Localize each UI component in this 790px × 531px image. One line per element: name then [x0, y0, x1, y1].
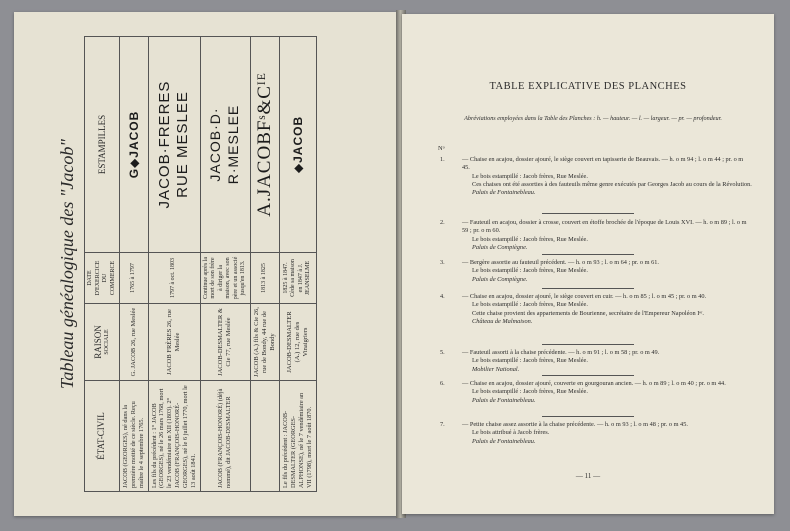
- etat-cell: JACOB (FRANÇOIS-HONORÉ) (déjà nommé), dit JACOB-DESMALTER: [200, 381, 250, 492]
- table-row: [280, 37, 316, 492]
- divider: [542, 288, 634, 289]
- table-row: [148, 37, 200, 492]
- stamp-text: R·MESLEE: [225, 104, 242, 185]
- list-item: [440, 421, 752, 446]
- header-dates-label: DATE D'EXERCICE DU COMMERCE: [87, 260, 116, 296]
- raison-cell: JACOB-DESMALTER & Cie 77, rue Meslée: [200, 304, 250, 381]
- entry-note: Cette chaise provient des appartements de Bourienne, secrétaire de l'Empereur Napoléon Iᵉʳ.: [472, 309, 704, 317]
- entry-note: Le bois attribué à Jacob frères.: [472, 429, 550, 437]
- raison-cell: JACOB-DESMALTER (A.) 12, rue des Vinaigriers: [280, 304, 316, 381]
- table-row: [200, 37, 250, 492]
- raison-cell: JACOB (A.) fils & Cie 26, rue de Bondy, 44 rue de Bondy: [250, 304, 279, 381]
- entry-number: 1.: [440, 156, 445, 163]
- entry-note: Le bois estampillé : Jacob frères, Rue Meslée.: [472, 301, 588, 309]
- divider: [542, 375, 634, 376]
- header-raison-sociale: [85, 304, 120, 381]
- etat-cell: Les fils du précédent : 1° JACOB (GEORGES), né le 26 mars 1768, mort le 23 vendémiaire an XII (1803). 2° JACOB (FRANÇOIS-HONORÉ-GEORGES), né le 6 juillet 1770, mort le 13 août 1841.: [148, 381, 200, 492]
- divider: [542, 254, 634, 255]
- divider: [542, 416, 634, 417]
- entry-note: Le bois estampillé : Jacob frères, Rue Meslée.: [472, 388, 588, 396]
- entry-location: Palais de Fontainebleau.: [472, 189, 536, 197]
- header-dates: [85, 253, 120, 304]
- entry-location: Palais de Compiègne.: [472, 243, 528, 251]
- etat-cell: Le fils du précédent : JACOB-DESMALTER (GEORGES-ALPHONSE), né le 7 vendémiaire an VII (1798), mort le 7 août 1870.: [280, 381, 316, 492]
- entry-description: — Chaise en acajou, dossier ajouré, couverte en gourgouran ancien. — h. o m 89 ; l. o m 40 ; pr. o m 44.: [462, 380, 726, 387]
- dates-cell: 1765 à 1797: [120, 253, 149, 304]
- entry-note: Ces chaises ont été assorties à des fauteuils même genre exécutés par Georges Jacob au cours de la Révolution.: [472, 180, 752, 188]
- table-row: [250, 37, 279, 492]
- list-item: [440, 380, 752, 405]
- entry-description: — Fauteuil assorti à la chaise précédente. — h. o m 91 ; l. o m 58 ; pr. o m 49.: [462, 349, 660, 356]
- dates-cell: 1825 à 1847. Cède sa maison en 1847 à J. JEANSELME: [280, 253, 316, 304]
- entry-number: 4.: [440, 293, 445, 300]
- entry-description: — Petite chaise assez assortie à la chaise précédente. — h. o m 93 ; l. o m 48 ; pr. o m 45.: [462, 421, 688, 428]
- dates-cell: Continue après la mort de son frère à diriger la maison, avec son père et un associé jusqu'en 1813.: [200, 253, 250, 304]
- entry-note: Le bois estampillé : Jacob frères, Rue Meslée.: [472, 357, 588, 365]
- stamp-text: JACOB·FRERES: [156, 80, 174, 209]
- raison-cell: JACOB FRÈRES 26, rue Meslée: [148, 304, 200, 381]
- entry-location: Palais de Fontainebleau.: [472, 396, 536, 404]
- etat-cell: [250, 381, 279, 492]
- entry-location: Palais de Fontainebleau.: [472, 437, 536, 445]
- entry-number: 3.: [440, 259, 445, 266]
- left-page: [14, 12, 400, 516]
- divider: [542, 213, 634, 214]
- header-estampilles: ESTAMPILLES: [85, 37, 120, 253]
- list-item: [440, 293, 752, 326]
- divider: [542, 344, 634, 345]
- entry-number: 2.: [440, 219, 445, 226]
- stamp-cell: [280, 37, 316, 253]
- dates-cell: 1797 à oct. 1803: [148, 253, 200, 304]
- stamp-cell: [148, 37, 200, 253]
- entry-number: 6.: [440, 380, 445, 387]
- right-page-title: TABLE EXPLICATIVE DES PLANCHES: [489, 81, 687, 92]
- entry-description: — Chaise en acajou, dossier ajouré, le siège couvert en cuir. — h. o m 85 ; l. o m 45 ; pr. o m 40.: [462, 293, 707, 300]
- entry-note: Le bois estampillé : Jacob frères, Rue Meslée.: [472, 235, 588, 243]
- entry-description: — Bergère assortie au fauteuil précédent. — h. o m 93 ; l. o m 64 ; pr. o m 61.: [462, 259, 659, 266]
- number-column-label: Nᵒ: [438, 145, 445, 152]
- entry-location: Château de Malmaison.: [472, 317, 533, 325]
- stamp-text: JACOB·D·: [207, 107, 224, 182]
- left-page-title: Tableau généalogique des "Jacob": [57, 139, 77, 389]
- genealogy-table: [84, 36, 317, 492]
- entry-note: Le bois estampillé : Jacob frères, Rue Meslée.: [472, 267, 588, 275]
- entry-number: 5.: [440, 349, 445, 356]
- entry-description: — Fauteuil en acajou, dossier à crosse, couvert en étoffe brochée de l'époque de Louis XVI. — h. o m 89 ; l. o m 59 ; pr. o m 60.: [462, 219, 747, 235]
- header-raison-label: RAISON: [92, 325, 103, 359]
- list-item: [440, 219, 752, 252]
- list-item: [440, 349, 752, 374]
- etat-cell: JACOB (GEORGES), né dans la première moitié de ce siècle. Reçu maître le 4 septembre 1765.: [120, 381, 149, 492]
- stamp-cell: [200, 37, 250, 253]
- stamp-cell: [250, 37, 279, 253]
- right-page: [402, 14, 774, 514]
- list-item: [440, 156, 752, 197]
- page-number: — 11 —: [575, 472, 601, 480]
- stamp-text: A.JACOBFˢ&Cᴵᴱ: [253, 72, 275, 217]
- stamp-cell: [120, 37, 149, 253]
- entry-note: Le bois estampillé : Jacob frères, Rue Meslée.: [472, 172, 588, 180]
- entry-location: Mobilier National.: [472, 365, 520, 373]
- dates-cell: 1813 à 1825: [250, 253, 279, 304]
- genealogy-table-rotated: [57, 36, 357, 492]
- entry-description: — Chaise en acajou, dossier ajouré, le siège couvert en tapisserie de Beauvais. — h. o m 94 ; l. o m 44 ; pr. o m 45.: [462, 156, 744, 172]
- stamp-text: ◆JACOB: [290, 115, 305, 174]
- entry-location: Palais de Compiègne.: [472, 275, 528, 283]
- header-raison-sub: SOCIALE: [103, 329, 110, 355]
- list-item: [440, 259, 752, 284]
- abbreviations-note: Abréviations employées dans la Table des Planches : h. — hauteur. — l. — largeur. — pr. — profondeur.: [464, 115, 722, 122]
- table-row: [120, 37, 149, 492]
- header-etat-civil: ÉTAT-CIVIL: [85, 381, 120, 492]
- raison-cell: G. JACOB 26, rue Meslée: [120, 304, 149, 381]
- entry-number: 7.: [440, 421, 445, 428]
- stamp-text: RUE MESLEE: [174, 91, 192, 198]
- stamp-text: G◆JACOB: [126, 110, 141, 179]
